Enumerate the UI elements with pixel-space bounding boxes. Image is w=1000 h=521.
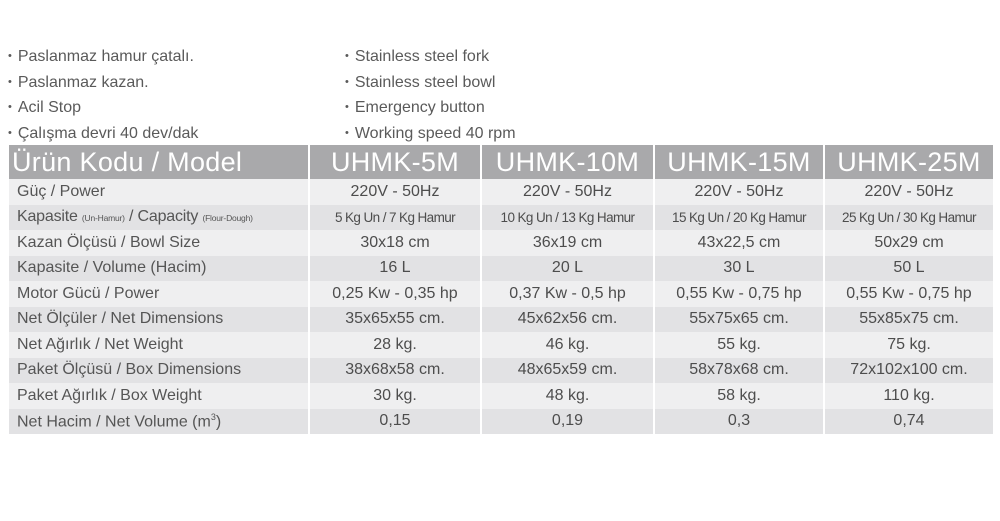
feature-item: [345, 121, 645, 147]
cell-value: 28 kg.: [309, 332, 481, 358]
row-label: Güç / Power: [9, 179, 309, 205]
cell-value: 72x102x100 cm.: [824, 358, 993, 384]
cell-value: 220V - 50Hz: [481, 179, 654, 205]
feature-item: [8, 70, 345, 96]
row-label: Kapasite / Volume (Hacim): [9, 256, 309, 282]
table-row: [9, 409, 993, 435]
cell-value: 48x65x59 cm.: [481, 358, 654, 384]
label-part: / Capacity: [124, 208, 203, 226]
cell-value: 55x75x65 cm.: [654, 307, 824, 333]
bullet: •: [8, 75, 12, 88]
cell-value: 15 Kg Un / 20 Kg Hamur: [654, 205, 824, 231]
bullet: •: [8, 101, 12, 113]
label-part: Kapasite: [17, 208, 82, 226]
bullet: •: [8, 126, 12, 139]
cell-value: 46 kg.: [481, 332, 654, 358]
feature-text: Stainless steel fork: [354, 48, 490, 65]
row-label: [9, 409, 309, 435]
cell-value: 58 kg.: [654, 383, 824, 409]
feature-list: [8, 44, 645, 146]
feature-list-english: [345, 44, 645, 146]
feature-item: [8, 95, 345, 121]
cell-value: 20 L: [481, 256, 654, 282]
cell-value: 50 L: [824, 256, 993, 282]
label-part: Net Hacim / Net Volume (m: [17, 412, 211, 430]
table-row: [9, 332, 993, 358]
cell-value: 0,74: [824, 409, 993, 435]
header-model-uhmk-25m: UHMK-25M: [824, 145, 993, 179]
feature-item: [345, 44, 645, 70]
feature-text: Acil Stop: [17, 99, 81, 116]
label-part: ): [215, 412, 222, 430]
cell-value: 36x19 cm: [481, 230, 654, 256]
header-model-uhmk-15m: UHMK-15M: [654, 145, 824, 179]
cell-value: 0,55 Kw - 0,75 hp: [654, 281, 824, 307]
feature-list-turkish: [8, 44, 345, 146]
cell-value: 48 kg.: [481, 383, 654, 409]
cell-value: 50x29 cm: [824, 230, 993, 256]
cell-value: 0,3: [654, 409, 824, 435]
row-label: [9, 205, 309, 231]
feature-text: Working speed 40 rpm: [354, 124, 516, 142]
cell-value: 45x62x56 cm.: [481, 307, 654, 333]
bullet: •: [8, 50, 12, 62]
table-row: [9, 281, 993, 307]
table-row: [9, 230, 993, 256]
feature-item: [345, 95, 645, 121]
cell-value: 16 L: [309, 256, 481, 282]
table-header-row: [9, 145, 993, 179]
header-model-label: Ürün Kodu / Model: [9, 145, 309, 179]
cell-value: 220V - 50Hz: [309, 179, 481, 205]
row-label: Paket Ölçüsü / Box Dimensions: [9, 358, 309, 384]
cell-value: 25 Kg Un / 30 Kg Hamur: [824, 205, 993, 231]
feature-text: Paslanmaz kazan.: [17, 73, 149, 91]
cell-value: 0,19: [481, 409, 654, 435]
table-row: [9, 383, 993, 409]
label-superscript: 3: [210, 411, 216, 422]
cell-value: 30x18 cm: [309, 230, 481, 256]
header-model-uhmk-10m: UHMK-10M: [481, 145, 654, 179]
cell-value: 38x68x58 cm.: [309, 358, 481, 384]
bullet: •: [345, 75, 349, 88]
feature-item: [8, 121, 345, 147]
row-label: Kazan Ölçüsü / Bowl Size: [9, 230, 309, 256]
row-label: Motor Gücü / Power: [9, 281, 309, 307]
feature-text: Çalışma devri 40 dev/dak: [17, 124, 199, 142]
cell-value: 55x85x75 cm.: [824, 307, 993, 333]
bullet: •: [345, 101, 349, 113]
spec-table: [9, 145, 993, 434]
cell-value: 10 Kg Un / 13 Kg Hamur: [481, 205, 654, 231]
cell-value: 0,55 Kw - 0,75 hp: [824, 281, 993, 307]
cell-value: 220V - 50Hz: [654, 179, 824, 205]
feature-text: Stainless steel bowl: [354, 73, 496, 91]
feature-text: Emergency button: [354, 99, 485, 116]
row-label: Paket Ağırlık / Box Weight: [9, 383, 309, 409]
table-row: [9, 307, 993, 333]
cell-value: 55 kg.: [654, 332, 824, 358]
cell-value: 75 kg.: [824, 332, 993, 358]
cell-value: 0,37 Kw - 0,5 hp: [481, 281, 654, 307]
label-small: (Un-Hamur): [81, 213, 125, 224]
cell-value: 110 kg.: [824, 383, 993, 409]
header-model-uhmk-5m: UHMK-5M: [309, 145, 481, 179]
bullet: •: [345, 50, 349, 62]
row-label: Net Ağırlık / Net Weight: [9, 332, 309, 358]
cell-value: 58x78x68 cm.: [654, 358, 824, 384]
table-row: [9, 256, 993, 282]
cell-value: 220V - 50Hz: [824, 179, 993, 205]
row-label: Net Ölçüler / Net Dimensions: [9, 307, 309, 333]
label-small: (Flour-Dough): [202, 213, 253, 224]
feature-item: [345, 70, 645, 96]
bullet: •: [345, 126, 349, 139]
feature-item: [8, 44, 345, 70]
cell-value: 30 L: [654, 256, 824, 282]
cell-value: 5 Kg Un / 7 Kg Hamur: [309, 205, 481, 231]
cell-value: 0,15: [309, 409, 481, 435]
cell-value: 43x22,5 cm: [654, 230, 824, 256]
cell-value: 30 kg.: [309, 383, 481, 409]
feature-text: Paslanmaz hamur çatalı.: [17, 48, 194, 65]
table-row: [9, 179, 993, 205]
cell-value: 0,25 Kw - 0,35 hp: [309, 281, 481, 307]
table-row: [9, 205, 993, 231]
table-row: [9, 358, 993, 384]
cell-value: 35x65x55 cm.: [309, 307, 481, 333]
